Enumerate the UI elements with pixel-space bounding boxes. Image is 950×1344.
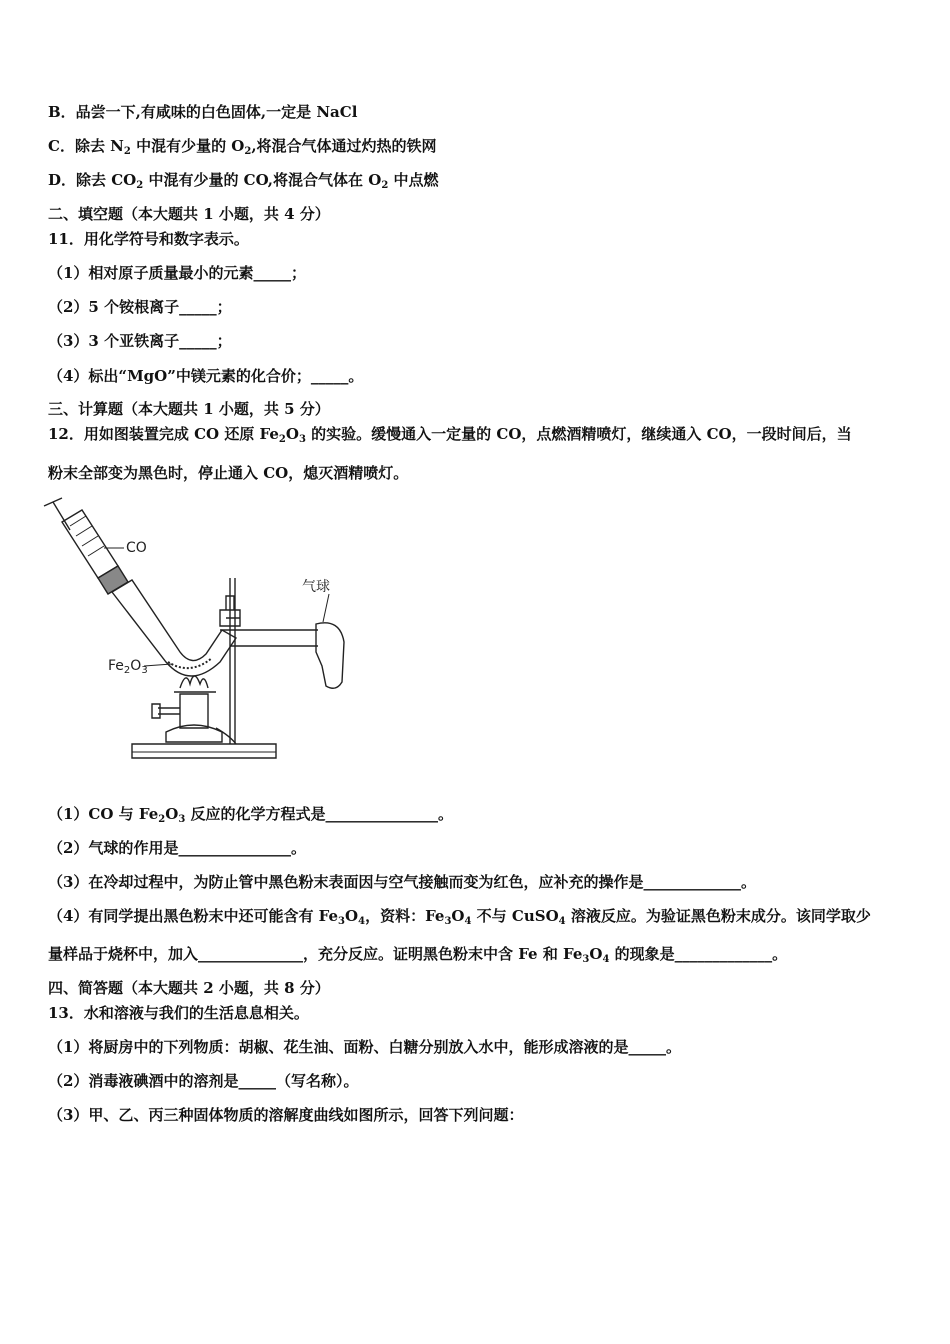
line-option-d: D．除去 $CO_2$ 中混有少量的 CO,将混合气体在 $O_2$ 中点燃 bbox=[48, 171, 439, 191]
alcohol-burner bbox=[180, 694, 208, 728]
question-12-part-2: （2）气球的作用是_______________。 bbox=[48, 839, 306, 857]
line-option-c: C．除去 $N_2$ 中混有少量的 $O_2$,将混合气体通过灼热的铁网 bbox=[48, 137, 437, 157]
section-heading-short-answer: 四、简答题（本大题共 2 小题，共 8 分） bbox=[48, 979, 330, 997]
question-11-part-2: （2）5 个铵根离子_____； bbox=[48, 298, 232, 316]
co-label: CO bbox=[126, 540, 147, 556]
syringe-barrel bbox=[62, 510, 118, 578]
question-12-part-4-line-2: 量样品于烧杯中，加入______________，充分反应。证明黑色粉末中含 Fe 和 $Fe_3O_4$ 的现象是_____________。 bbox=[48, 945, 788, 965]
line-option-b: B．品尝一下,有咸味的白色固体,一定是 NaCl bbox=[48, 103, 358, 121]
section-heading-fill-blank: 二、填空题（本大题共 1 小题，共 4 分） bbox=[48, 205, 330, 223]
question-11-part-1: （1）相对原子质量最小的元素_____； bbox=[48, 264, 306, 282]
question-13-part-1: （1）将厨房中的下列物质：胡椒、花生油、面粉、白糖分别放入水中，能形成溶液的是_____。 bbox=[48, 1038, 681, 1056]
question-13-part-2: （2）消毒液碘酒中的溶剂是_____（写名称）。 bbox=[48, 1072, 359, 1090]
fe2o3-label: $Fe_2O_3$ bbox=[108, 658, 148, 676]
question-12-part-4-line-1: （4）有同学提出黑色粉末中还可能含有 $Fe_3O_4$，资料：$Fe_3O_4$ 不与 CuSO$_4$ 溶液反应。为验证黑色粉末成分。该同学取少 bbox=[48, 907, 871, 927]
syringe-connector bbox=[98, 566, 128, 594]
base-plate bbox=[132, 744, 276, 758]
apparatus-drawing bbox=[40, 492, 350, 782]
section-heading-calculation: 三、计算题（本大题共 1 小题，共 5 分） bbox=[48, 400, 330, 418]
question-13: 13．水和溶液与我们的生活息息相关。 bbox=[48, 1004, 309, 1022]
balloon-label: 气球 bbox=[302, 579, 330, 595]
balloon bbox=[316, 623, 344, 688]
question-11: 11．用化学符号和数字表示。 bbox=[48, 230, 249, 248]
question-12-line-1: 12．用如图装置完成 CO 还原 $Fe_2O_3$ 的实验。缓慢通入一定量的 CO，点燃酒精喷灯，继续通入 CO，一段时间后，当 bbox=[48, 425, 852, 445]
apparatus-figure bbox=[40, 492, 350, 782]
question-11-part-4: （4）标出“MgO”中镁元素的化合价；_____。 bbox=[48, 367, 364, 385]
question-13-part-3: （3）甲、乙、丙三种固体物质的溶解度曲线如图所示，回答下列问题： bbox=[48, 1106, 524, 1124]
question-12-part-3: （3）在冷却过程中，为防止管中黑色粉末表面因与空气接触而变为红色，应补充的操作是_____________。 bbox=[48, 873, 756, 891]
question-11-part-3: （3）3 个亚铁离子_____； bbox=[48, 332, 232, 350]
question-12-part-1: （1）CO 与 $Fe_2O_3$ 反应的化学方程式是_______________。 bbox=[48, 805, 454, 825]
flame bbox=[180, 676, 208, 688]
question-12-line-2: 粉末全部变为黑色时，停止通入 CO，熄灭酒精喷灯。 bbox=[48, 464, 409, 482]
